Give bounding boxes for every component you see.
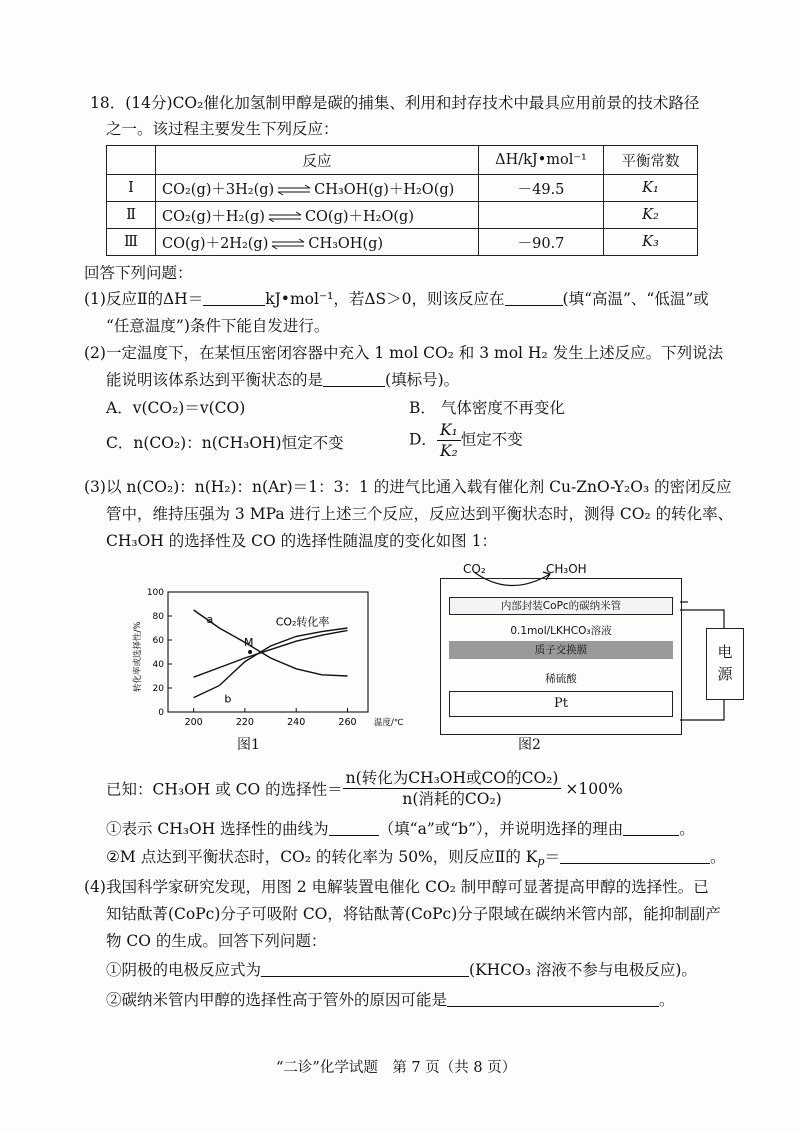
y-tick-label: 40 bbox=[152, 660, 164, 670]
part3-line3: CH₃OH 的选择性及 CO 的选择性随温度的变化如图 1： bbox=[106, 532, 497, 550]
table-row bbox=[107, 202, 698, 229]
annotation-m: M bbox=[244, 636, 254, 649]
k-ratio-fraction: $\frac{\text{K₁}}{\text{K₂}}$ bbox=[437, 420, 461, 461]
y-tick-label: 60 bbox=[152, 636, 164, 646]
series-label-b: b bbox=[224, 692, 232, 706]
question-number: 18． bbox=[90, 94, 126, 112]
reaction-id: Ⅱ bbox=[107, 202, 156, 229]
question-intro-text: CO₂催化加氢制甲醇是碳的捕集、利用和封存技术中最具应用前景的技术路径 bbox=[172, 94, 700, 112]
x-tick-label: 240 bbox=[287, 717, 306, 728]
answer-prompt: 回答下列问题： bbox=[84, 264, 193, 282]
series-label-co2: CO₂转化率 bbox=[275, 615, 330, 629]
header-cell-reaction: 反应 bbox=[156, 146, 479, 175]
page-footer: “二诊”化学试题 第 7 页（共 8 页） bbox=[276, 1060, 517, 1076]
pt-anode: Pt bbox=[449, 691, 673, 717]
point-m bbox=[248, 650, 252, 654]
figure2-caption: 图2 bbox=[518, 737, 541, 753]
part1-line1: (1)反应Ⅱ的ΔH＝ kJ•mol⁻¹，若ΔS＞0，则该反应在 (填“高温”、“低温”或 bbox=[84, 290, 709, 308]
equilibrium-arrow-icon bbox=[268, 212, 302, 222]
part1-line2: “任意温度”)条件下能自发进行。 bbox=[106, 317, 330, 335]
y-tick-label: 100 bbox=[146, 588, 164, 598]
part4-line3: 物 CO 的生成。回答下列问题： bbox=[106, 932, 327, 950]
answer-blank[interactable] bbox=[623, 819, 679, 836]
answer-blank[interactable] bbox=[261, 960, 469, 977]
header-cell-dh: ΔH/kJ•mol⁻¹ bbox=[479, 146, 604, 175]
selectivity-fraction: $\frac{\text{n(转化为CH₃OH或CO的CO₂)}}{\text{n(消耗的CO₂)}}$ bbox=[343, 768, 562, 809]
figure1-caption: 图1 bbox=[237, 737, 260, 753]
reaction-k: K₁ bbox=[604, 175, 698, 202]
x-tick-label: 200 bbox=[184, 717, 203, 728]
co2-label: CO₂ bbox=[463, 562, 486, 576]
plot-frame bbox=[168, 592, 368, 712]
part3-sub2: ②M 点达到平衡状态时，CO₂ 的转化率为 50%，则反应Ⅱ的 $K_p=$ 。 bbox=[106, 848, 726, 868]
table-header-row bbox=[107, 146, 698, 175]
reaction-id: Ⅰ bbox=[107, 175, 156, 202]
option-c: C．n(CO₂)：n(CH₃OH)恒定不变 bbox=[106, 434, 344, 452]
option-b: B． 气体密度不再变化 bbox=[409, 399, 565, 417]
reaction-k: K₃ bbox=[604, 229, 698, 256]
x-tick-label: 220 bbox=[235, 717, 254, 728]
part3-line1: (3)以 n(CO₂)：n(H₂)：n(Ar)＝1：3：1 的进气比通入载有催化剂 Cu-ZnO-Y₂O₃ 的密闭反应 bbox=[84, 478, 732, 496]
electrolysis-cell bbox=[440, 578, 682, 735]
part4-sub1: ①阴极的电极反应式为 (KHCO₃ 溶液不参与电极反应)。 bbox=[106, 961, 697, 979]
equilibrium-arrow-icon bbox=[271, 239, 305, 249]
y-tick-label: 80 bbox=[152, 612, 164, 622]
header-cell-k: 平衡常数 bbox=[604, 146, 698, 175]
proton-exchange-membrane: 质子交换膜 bbox=[449, 641, 673, 659]
table-row bbox=[107, 175, 698, 202]
acid-label: 稀硫酸 bbox=[545, 673, 577, 685]
y-axis-label: 转化率或选择性/% bbox=[133, 621, 143, 692]
answer-blank[interactable] bbox=[203, 289, 265, 306]
option-a: A．v(CO₂)＝v(CO) bbox=[106, 399, 246, 417]
selectivity-formula: 已知：CH₃OH 或 CO 的选择性＝ $\frac{\text{n(转化为CH₃OH或CO的CO₂)}}{\text{n(消耗的CO₂)}}$ ×100% bbox=[106, 769, 623, 808]
part3-sub1: ①表示 CH₃OH 选择性的曲线为 （填“a”或“b”），并说明选择的理由 。 bbox=[106, 820, 695, 838]
series-line-2 bbox=[194, 628, 348, 698]
question-18-intro-line2: 之一。该过程主要发生下列反应： bbox=[106, 120, 339, 138]
part2-line1: (2)一定温度下，在某恒压密闭容器中充入 1 mol CO₂ 和 3 mol H₂ 发生上述反应。下列说法 bbox=[84, 344, 724, 362]
answer-blank[interactable] bbox=[560, 847, 710, 864]
part4-line2: 知钴酞菁(CoPc)分子可吸附 CO，将钴酞菁(CoPc)分子限域在碳纳米管内部，能抑制副产 bbox=[106, 905, 721, 923]
question-score: (14分) bbox=[125, 94, 173, 112]
table-row bbox=[107, 229, 698, 256]
x-tick-label: 260 bbox=[338, 717, 357, 728]
electrolyte-label: 0.1mol/LKHCO₃溶液 bbox=[510, 625, 612, 637]
part4-sub2: ②碳纳米管内甲醇的选择性高于管外的原因可能是 。 bbox=[106, 991, 675, 1009]
series-label-a: a bbox=[206, 613, 214, 627]
part4-line1: (4)我国科学家研究发现，用图 2 电解装置电催化 CO₂ 制甲醇可显著提高甲醇的选择性。已 bbox=[84, 878, 709, 896]
reaction-k: K₂ bbox=[604, 202, 698, 229]
part2-line2: 能说明该体系达到平衡状态的是 (填标号)。 bbox=[106, 371, 460, 389]
reaction-id: Ⅲ bbox=[107, 229, 156, 256]
part3-line2: 管中，维持压强为 3 MPa 进行上述三个反应，反应达到平衡状态时，测得 CO₂ 的转化率、 bbox=[106, 505, 734, 523]
option-d: D． $\frac{\text{K₁}}{\text{K₂}}$ 恒定不变 bbox=[409, 421, 523, 460]
x-axis-label: 温度/℃ bbox=[374, 718, 404, 728]
reaction-table bbox=[106, 145, 698, 256]
reaction-equation: CO(g)＋2H₂(g) CH₃OH(g) bbox=[156, 229, 479, 256]
series-line-0 bbox=[194, 630, 348, 677]
y-tick-label: 20 bbox=[152, 684, 164, 694]
reaction-dh bbox=[479, 202, 604, 229]
figure1-chart bbox=[120, 580, 404, 755]
answer-blank[interactable] bbox=[329, 819, 379, 836]
reaction-equation: CO₂(g)＋H₂(g) CO(g)＋H₂O(g) bbox=[156, 202, 479, 229]
question-18-intro-line1 bbox=[90, 92, 699, 114]
answer-blank[interactable] bbox=[323, 370, 385, 387]
reaction-equation: CO₂(g)＋3H₂(g) CH₃OH(g)＋H₂O(g) bbox=[156, 175, 479, 202]
ch3oh-label: CH₃OH bbox=[546, 562, 587, 576]
answer-blank[interactable] bbox=[447, 990, 659, 1007]
header-cell-id bbox=[107, 146, 156, 175]
y-tick-label: 0 bbox=[158, 708, 164, 718]
answer-blank[interactable] bbox=[505, 289, 563, 306]
power-supply: 电 源 bbox=[706, 628, 744, 700]
equilibrium-arrow-icon bbox=[277, 185, 311, 195]
reaction-dh: －49.5 bbox=[479, 175, 604, 202]
reaction-dh: －90.7 bbox=[479, 229, 604, 256]
cathode-nanotube: 内部封装CoPc的碳纳米管 bbox=[449, 597, 673, 615]
